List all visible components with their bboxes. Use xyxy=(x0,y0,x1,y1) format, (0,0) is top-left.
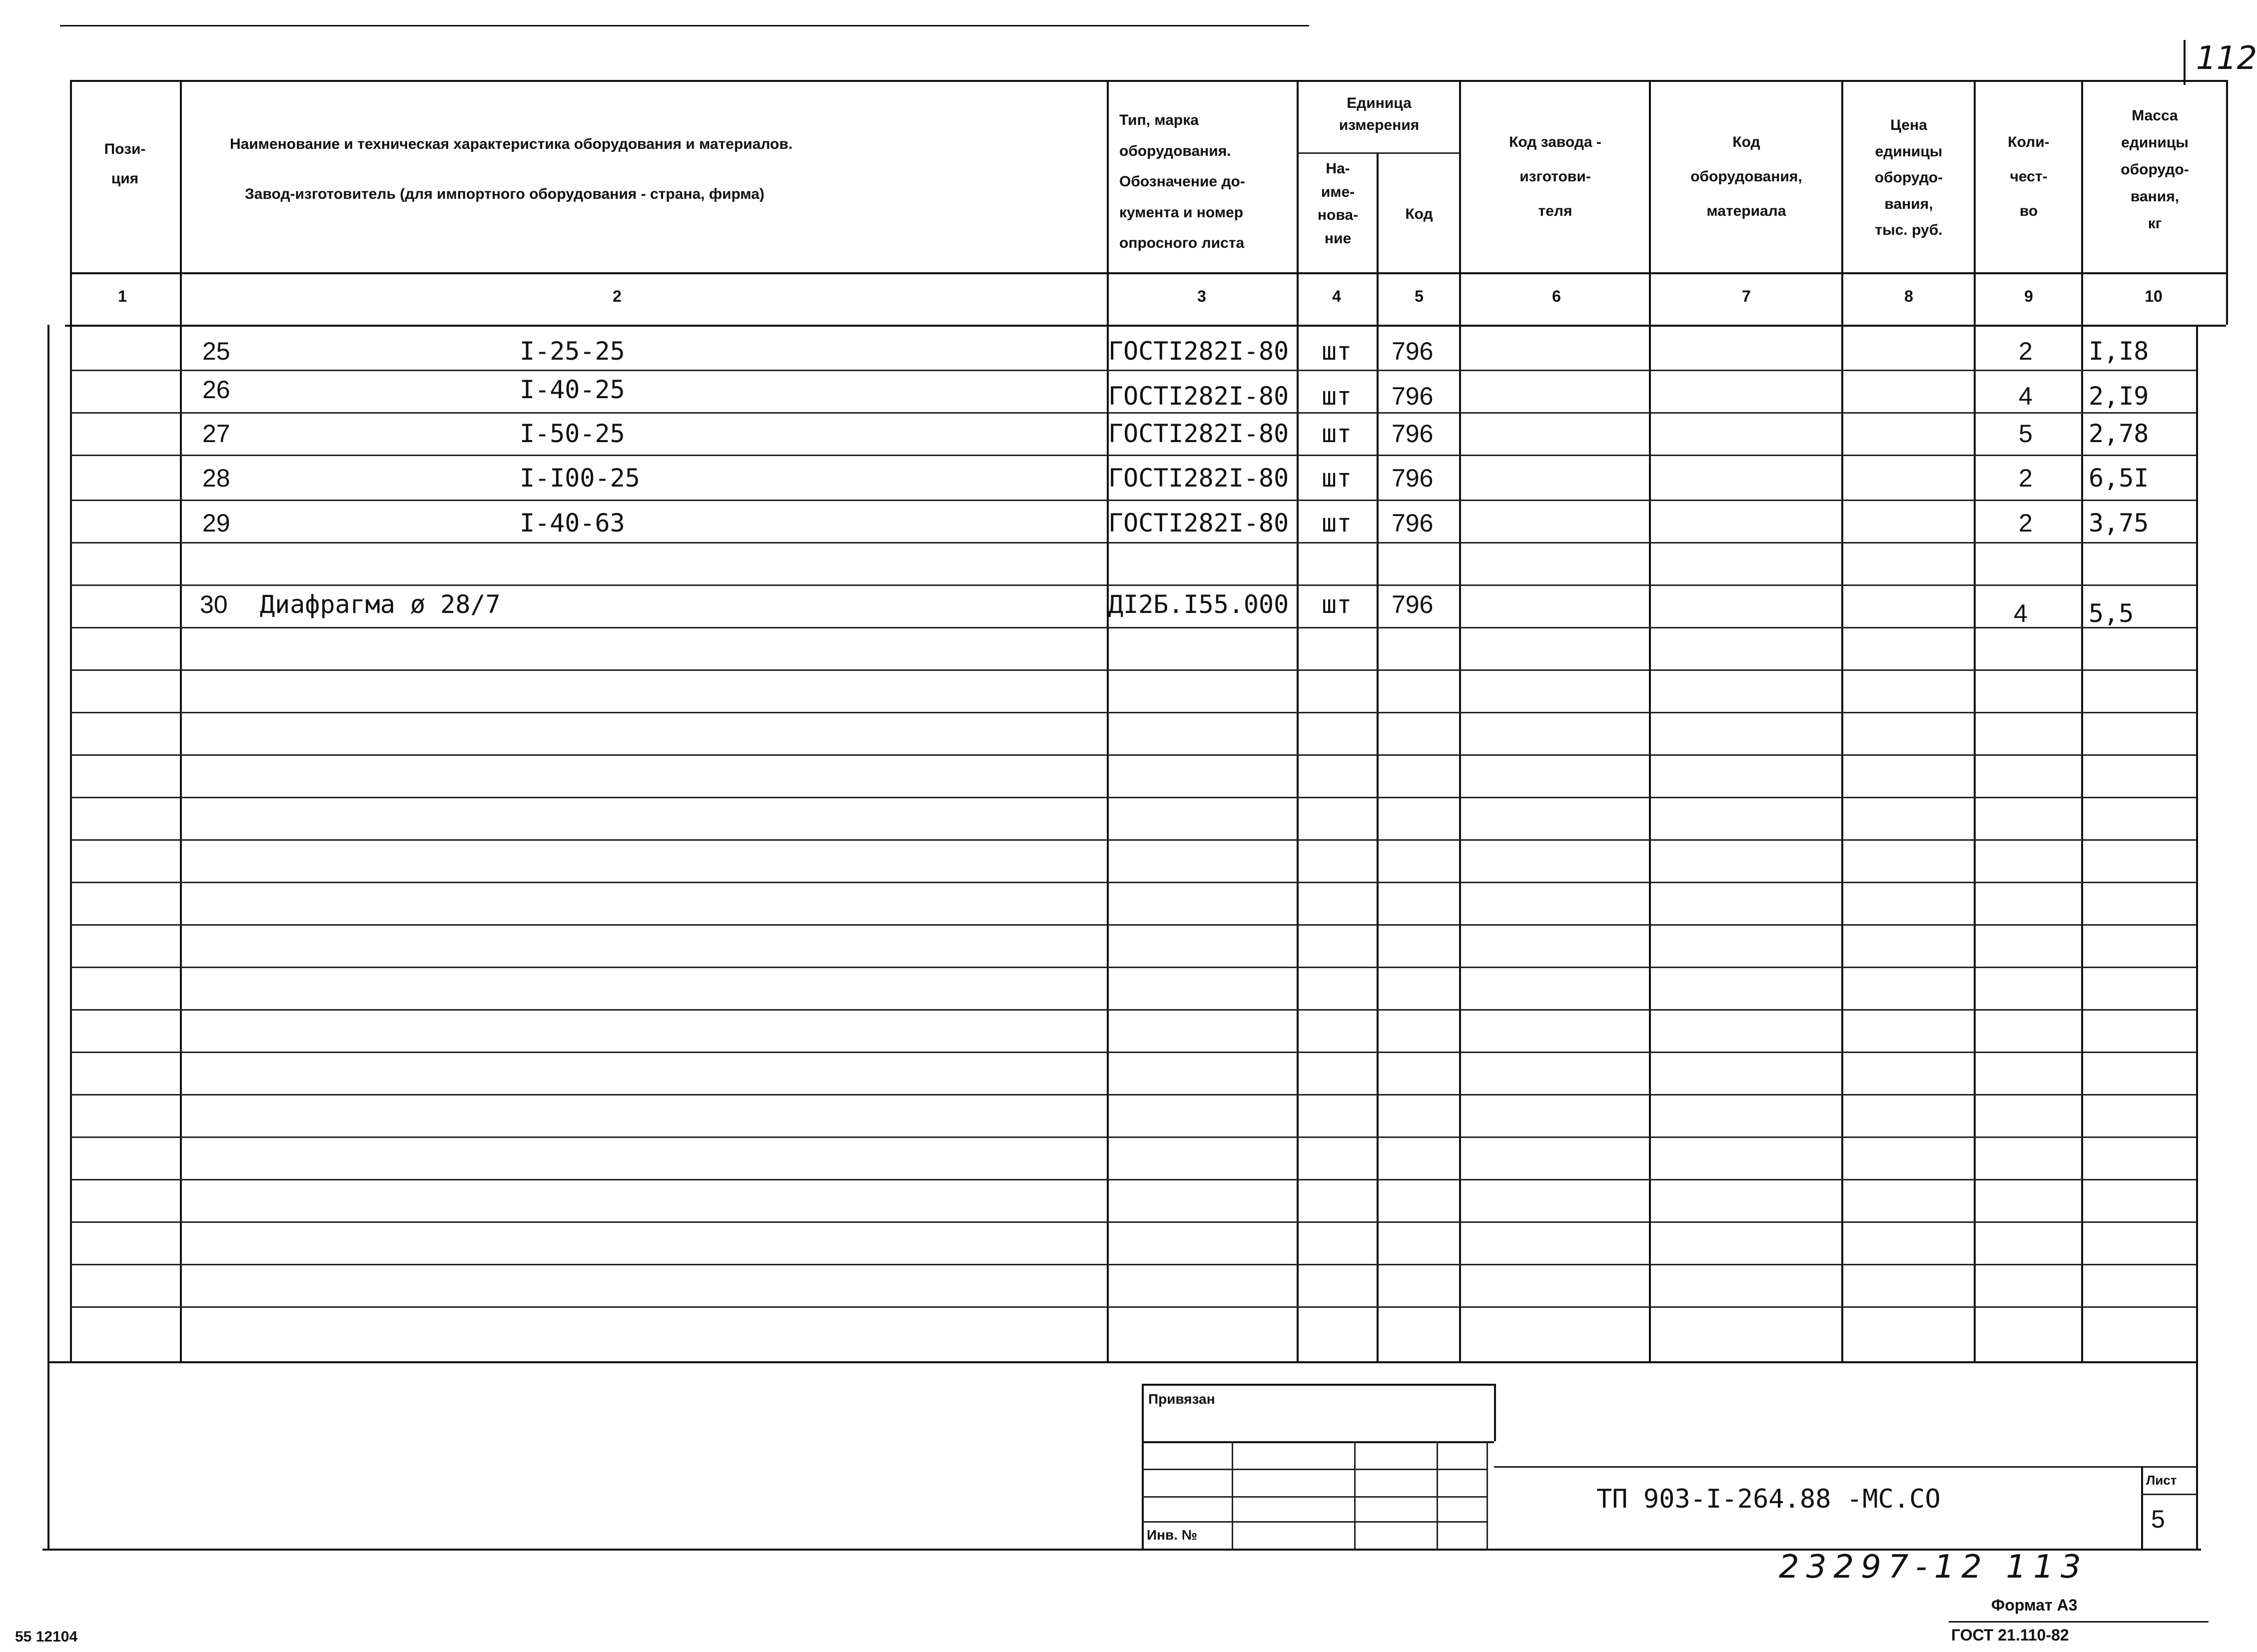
row-line-11 xyxy=(70,797,2196,798)
row-line-3 xyxy=(70,455,2196,456)
header-name-line1: Наименование и техническая характеристика оборудования и материалов. xyxy=(230,136,793,152)
col-border-5 xyxy=(1459,80,1461,1361)
header-quantity: Коли- чест- во xyxy=(2008,134,2050,219)
row-26-qty: 4 xyxy=(2019,382,2033,410)
row-line-23 xyxy=(70,1306,2196,1308)
row-line-20 xyxy=(70,1179,2196,1180)
colnum-5: 5 xyxy=(1415,287,1424,305)
row-28-mass: 6,5I xyxy=(2089,464,2149,493)
frame-left-border xyxy=(47,325,49,1549)
row-line-17 xyxy=(70,1052,2196,1053)
row-line-22 xyxy=(70,1264,2196,1265)
stamp-box-top xyxy=(1142,1384,1494,1386)
colnum-1: 1 xyxy=(118,287,127,305)
row-26-mass: 2,I9 xyxy=(2089,382,2149,411)
row-line-19 xyxy=(70,1136,2196,1138)
row-25-code: 796 xyxy=(1392,337,1434,365)
format-label: Формат А3 xyxy=(1991,1596,2078,1614)
colnum-9: 9 xyxy=(2024,287,2033,305)
stamp-inv-no: Инв. № xyxy=(1147,1527,1198,1543)
sheet-number-top: 112 xyxy=(2196,40,2257,77)
row-line-15 xyxy=(70,967,2196,968)
row-28-qty: 2 xyxy=(2019,464,2033,492)
row-27-type: ГОСТI282I-80 xyxy=(1108,419,1289,448)
row-30-unit: шт xyxy=(1322,590,1352,619)
header-unit-group: Единица измерения xyxy=(1339,95,1420,133)
row-29-mass: 3,75 xyxy=(2089,509,2149,538)
row-29-qty: 2 xyxy=(2019,509,2033,537)
row-line-1 xyxy=(70,370,2196,371)
stamp-vline-1 xyxy=(1232,1441,1233,1549)
row-30-pos: 30 xyxy=(200,590,228,618)
table-bottom-border xyxy=(47,1361,2196,1363)
stamp-box-right xyxy=(1494,1384,1496,1441)
col-border-10 xyxy=(2226,80,2228,325)
stamp-line-2 xyxy=(1142,1496,1487,1498)
stamp-sheet-label: Лист xyxy=(2146,1473,2177,1488)
row-line-9 xyxy=(70,712,2196,713)
colnum-bottom-border xyxy=(65,325,2226,327)
colnum-8: 8 xyxy=(1904,287,1913,305)
row-26-pos: 26 xyxy=(202,376,230,404)
stamp-box-left xyxy=(1142,1384,1144,1549)
row-27-pos: 27 xyxy=(202,420,230,448)
stamp-sheet-value: 5 xyxy=(2151,1505,2165,1533)
handwritten-number: 23297-12 113 xyxy=(1779,1549,2088,1586)
col-border-8 xyxy=(1974,80,1976,1361)
row-line-6 xyxy=(70,584,2196,586)
header-factory-code: Код завода - изготови- теля xyxy=(1509,134,1601,219)
row-line-7 xyxy=(70,627,2196,628)
row-30-code: 796 xyxy=(1392,590,1434,618)
row-26-code: 796 xyxy=(1392,382,1434,410)
colnum-6: 6 xyxy=(1552,287,1561,305)
row-30-qty: 4 xyxy=(2014,599,2028,627)
row-27-qty: 5 xyxy=(2019,420,2033,448)
row-28-pos: 28 xyxy=(202,464,230,492)
stamp-line-3 xyxy=(1142,1521,1487,1523)
col-border-7 xyxy=(1841,80,1843,1361)
sheet-box-left xyxy=(2141,1466,2143,1549)
header-position: Пози- ция xyxy=(104,141,146,187)
row-29-unit: шт xyxy=(1322,509,1352,538)
sheet-box-divider xyxy=(2141,1494,2196,1495)
colnum-2: 2 xyxy=(613,287,622,305)
header-bottom-border xyxy=(70,272,2226,274)
row-30-mass: 5,5 xyxy=(2089,599,2134,628)
col-border-0 xyxy=(70,80,72,1361)
sheet-number-box-left xyxy=(2184,40,2186,85)
col-border-6 xyxy=(1649,80,1651,1361)
col-border-3 xyxy=(1297,80,1299,1361)
row-line-13 xyxy=(70,882,2196,883)
row-25-pos: 25 xyxy=(202,337,230,365)
row-25-type: ГОСТI282I-80 xyxy=(1108,337,1289,366)
row-29-name: I-40-63 xyxy=(520,509,625,538)
colnum-3: 3 xyxy=(1197,287,1206,305)
row-29-pos: 29 xyxy=(202,509,230,537)
row-line-18 xyxy=(70,1094,2196,1096)
colnum-10: 10 xyxy=(2145,287,2163,305)
row-25-unit: шт xyxy=(1322,337,1352,366)
row-26-name: I-40-25 xyxy=(520,375,625,404)
row-28-code: 796 xyxy=(1392,464,1434,492)
header-name-line2: Завод-изготовитель (для импортного оборудования - страна, фирма) xyxy=(245,186,764,202)
bottom-rule xyxy=(1949,1621,2209,1623)
stamp-privyazan: Привязан xyxy=(1148,1391,1215,1407)
row-29-type: ГОСТI282I-80 xyxy=(1108,509,1289,538)
row-27-unit: шт xyxy=(1322,419,1352,448)
stamp-line-1 xyxy=(1142,1469,1487,1470)
stamp-vline-4 xyxy=(1487,1441,1488,1549)
row-line-2 xyxy=(70,412,2196,414)
row-30-type: ДI2Б.I55.000 xyxy=(1108,590,1289,619)
row-line-12 xyxy=(70,839,2196,841)
stamp-box-mid xyxy=(1142,1441,1494,1443)
row-28-type: ГОСТI282I-80 xyxy=(1108,464,1289,493)
header-type: Тип, марка оборудования. Обозначение до- кумента и номер опросного листа xyxy=(1119,112,1245,251)
header-unit-code: Код xyxy=(1405,206,1433,222)
frame-right-border xyxy=(2196,325,2198,1549)
unit-group-divider xyxy=(1297,152,1459,154)
row-28-name: I-I00-25 xyxy=(520,464,640,493)
row-26-unit: шт xyxy=(1322,382,1352,411)
stamp-designation: ТП 903-I-264.88 -МС.СО xyxy=(1596,1484,1941,1514)
row-line-8 xyxy=(70,669,2196,671)
row-line-14 xyxy=(70,924,2196,926)
row-line-4 xyxy=(70,500,2196,501)
stamp-vline-3 xyxy=(1437,1441,1438,1549)
row-25-name: I-25-25 xyxy=(520,337,625,366)
row-25-mass: I,I8 xyxy=(2089,337,2149,366)
colnum-7: 7 xyxy=(1742,287,1751,305)
header-price: Цена единицы оборудо- вания, тыс. руб. xyxy=(1874,117,1943,238)
colnum-4: 4 xyxy=(1332,287,1341,305)
row-30-name: Диафрагма ø 28/7 xyxy=(260,590,501,619)
row-26-type: ГОСТI282I-80 xyxy=(1108,382,1289,411)
top-scan-line xyxy=(60,25,1309,26)
row-line-21 xyxy=(70,1221,2196,1223)
row-27-mass: 2,78 xyxy=(2089,419,2149,448)
row-27-code: 796 xyxy=(1392,420,1434,448)
gost-label: ГОСТ 21.110-82 xyxy=(1951,1626,2069,1644)
row-29-code: 796 xyxy=(1392,509,1434,537)
row-27-name: I-50-25 xyxy=(520,419,625,448)
row-28-unit: шт xyxy=(1322,464,1352,493)
table-top-border xyxy=(70,80,2226,82)
title-block-top xyxy=(1494,1466,2196,1468)
col-border-9 xyxy=(2081,80,2083,1361)
header-mass: Масса единицы оборудо- вания, кг xyxy=(2121,107,2189,232)
header-unit-name: На- име- нова- ние xyxy=(1317,160,1359,247)
col-border-1 xyxy=(180,80,182,1361)
row-25-qty: 2 xyxy=(2019,337,2033,365)
header-equipment-code: Код оборудования, материала xyxy=(1690,134,1802,219)
row-line-16 xyxy=(70,1009,2196,1011)
form-code: 55 12104 xyxy=(15,1629,78,1645)
col-border-2 xyxy=(1107,80,1109,1361)
row-line-5 xyxy=(70,542,2196,544)
row-line-10 xyxy=(70,754,2196,756)
stamp-vline-2 xyxy=(1354,1441,1356,1549)
